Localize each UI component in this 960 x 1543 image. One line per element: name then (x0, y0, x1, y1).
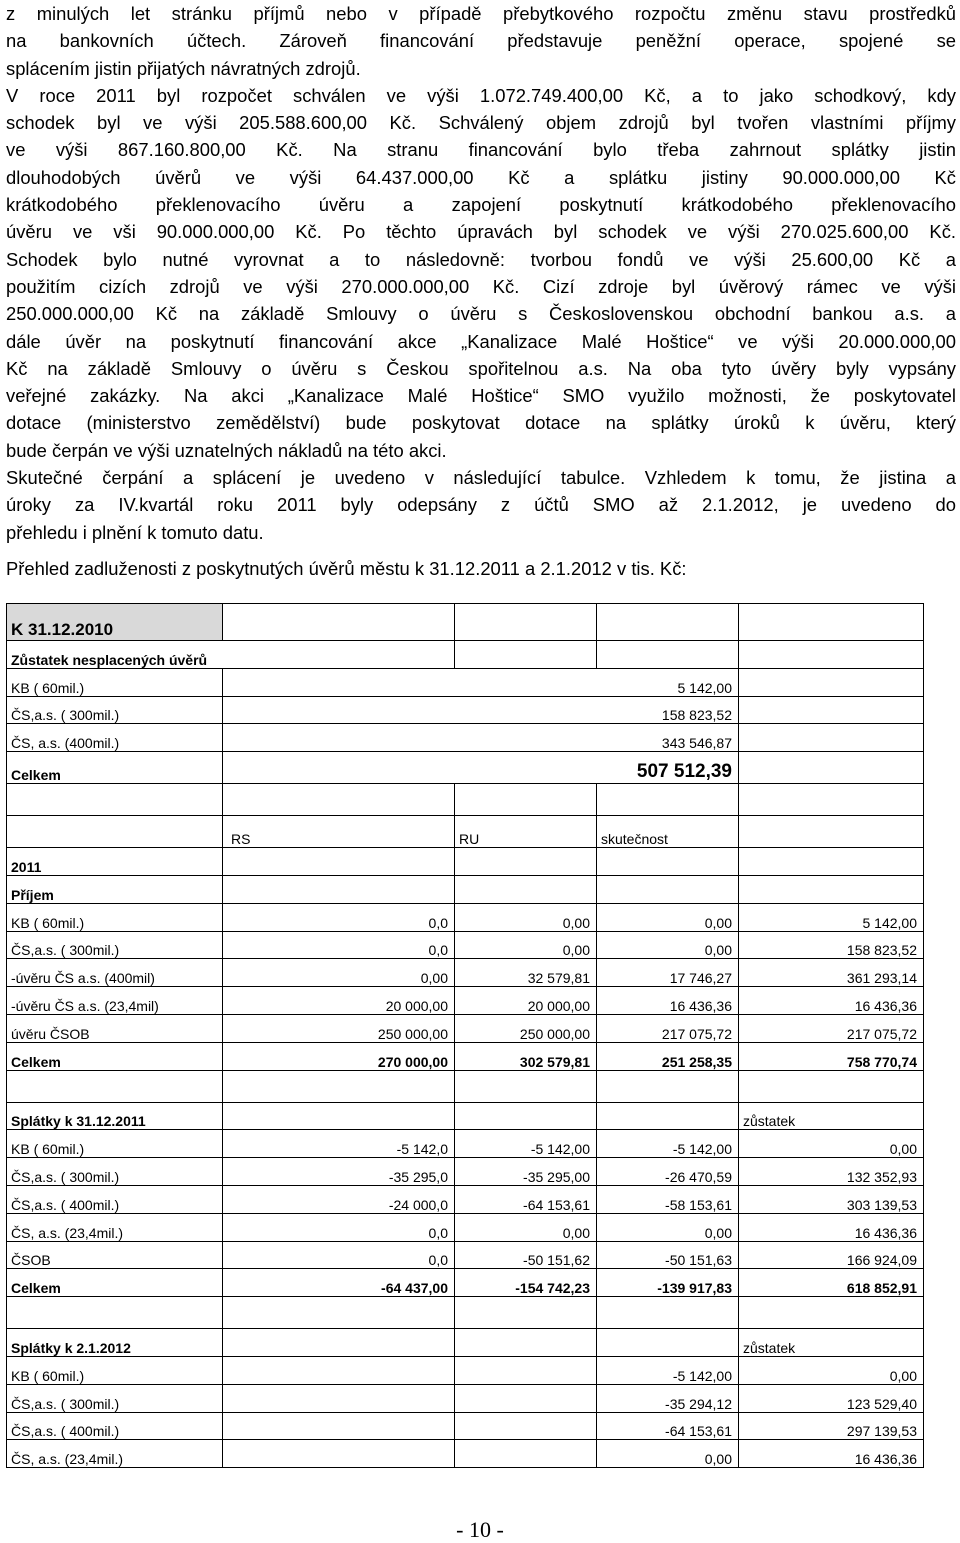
row-value: 158 823,52 (223, 696, 739, 724)
table-row: ČS,a.s. ( 400mil.) -24 000,0 -64 153,61 -58 153,61 303 139,53 (7, 1185, 924, 1213)
table-row-total: Celkem 270 000,00 302 579,81 251 258,35 758 770,74 (7, 1042, 924, 1070)
section-heading-splatky-2012: Splátky k 2.1.2012 (7, 1329, 223, 1357)
table-row: -úvěru ČS a.s. (23,4mil) 20 000,00 20 000,00 16 436,36 16 436,36 (7, 987, 924, 1015)
table-row (7, 875, 924, 903)
text-line: bude čerpán ve výši uznatelných nákladů na této akci. (6, 439, 447, 461)
text-line: splácením jistin přijatých návratných zdrojů. (6, 57, 361, 79)
table-row (7, 696, 924, 724)
text-line: dlouhodobých úvěrů ve výši 64.437.000,00 Kč a splátku jistiny 90.000.000,00 Kč (6, 166, 956, 188)
text-line: veřejné zakázky. Na akci „Kanalizace Malé Hoštice“ SMO využilo možnosti, že poskytovatel (6, 385, 956, 407)
table-row (7, 816, 924, 848)
table-row (7, 724, 924, 752)
text-line: dále úvěr na poskytnutí financování akce „Kanalizace Malé Hoštice“ ve výši 20.000.000,00 (6, 330, 956, 352)
column-header-rs: RS (223, 816, 455, 848)
table-row: ČS, a.s. (23,4mil.) 0,0 0,00 0,00 16 436,36 (7, 1213, 924, 1241)
table-row: ČS,a.s. ( 300mil.) -35 295,0 -35 295,00 -26 470,59 132 352,93 (7, 1158, 924, 1186)
page-number: - 10 - (456, 1517, 504, 1542)
table-row (7, 1329, 924, 1357)
total-value: 507 512,39 (223, 752, 739, 784)
text-line: krátkodobého překlenovacího úvěru a zapojení poskytnutí krátkodobého překlenovacího (6, 194, 956, 216)
column-header-skutecnost: skutečnost (597, 816, 739, 848)
section-heading-splatky-2011: Splátky k 31.12.2011 (7, 1102, 223, 1130)
text-line: Kč na základě Smlouvy o úvěru s Českou spořitelnou a.s. Na oba tyto úvěry byly vypsány (6, 357, 956, 379)
column-header-zustatek: zůstatek (739, 1102, 924, 1130)
table-row: ČS,a.s. ( 300mil.) 0,0 0,00 0,00 158 823,52 (7, 931, 924, 959)
row-value: 5 142,00 (223, 668, 739, 696)
text-line: použitím cizích zdrojů ve výši 270.000.000,00 Kč. Cizí zdroje byl úvěrový rámec ve výši (6, 275, 956, 297)
table-row (7, 1297, 924, 1329)
table-row (7, 668, 924, 696)
table-row: ČS, a.s. (23,4mil.) 0,00 16 436,36 (7, 1440, 924, 1468)
table-row: KB ( 60mil.) 0,0 0,00 0,00 5 142,00 (7, 903, 924, 931)
table-title: Přehled zadluženosti z poskytnutých úvěrů městu k 31.12.2011 a 2.1.2012 v tis. Kč: (6, 558, 687, 579)
text-line: schodek byl ve výši 205.588.600,00 Kč. Schválený objem zdrojů byl tvořen vlastními příjmy (6, 112, 956, 134)
table-row: úvěru ČSOB 250 000,00 250 000,00 217 075,72 217 075,72 (7, 1014, 924, 1042)
text-line: z minulých let stránku příjmů nebo v případě přebytkového rozpočtu změnu stavu prostředků (6, 3, 956, 24)
row-label: ČS,a.s. ( 300mil.) (7, 696, 223, 724)
text-line: dotace (ministerstvo zemědělství) bude poskytovat dotace na splátky úroků k úvěru, který (6, 412, 956, 434)
row-label: ČS, a.s. (400mil.) (7, 724, 223, 752)
section-subheading: Zůstatek nesplacených úvěrů (7, 641, 455, 669)
text-line: přehledu i plnění k tomuto datu. (6, 521, 264, 543)
debt-overview-table (6, 603, 924, 1468)
text-line: V roce 2011 byl rozpočet schválen ve výši 1.072.749.400,00 Kč, a to jako schodkový, kdy (6, 84, 956, 106)
table-row (7, 848, 924, 876)
table-row: KB ( 60mil.) -5 142,0 -5 142,00 -5 142,00 0,00 (7, 1130, 924, 1158)
table-row: -úvěru ČS a.s. (400mil) 0,00 32 579,81 17 746,27 361 293,14 (7, 959, 924, 987)
row-label: KB ( 60mil.) (7, 668, 223, 696)
table-row-total: Celkem -64 437,00 -154 742,23 -139 917,83 618 852,91 (7, 1269, 924, 1297)
text-line: Schodek bylo nutné vyrovnat a to následovně: tvorbou fondů ve výši 25.600,00 Kč a (6, 248, 956, 270)
text-line: úvěru ve vši 90.000.000,00 Kč. Po těchto úpravách byl schodek ve výši 270.025.600,00 Kč. (6, 221, 956, 243)
table-row (7, 1070, 924, 1102)
paragraph-financing (6, 0, 956, 546)
table-row: ČS,a.s. ( 300mil.) -35 294,12 123 529,40 (7, 1384, 924, 1412)
table-row: ČS,a.s. ( 400mil.) -64 153,61 297 139,53 (7, 1412, 924, 1440)
total-label: Celkem (7, 752, 223, 784)
table-row: KB ( 60mil.) -5 142,00 0,00 (7, 1356, 924, 1384)
text-line: úroky za IV.kvartál roku 2011 byly odepsány z účtů SMO až 2.1.2012, je uvedeno do (6, 494, 956, 516)
text-line: Skutečné čerpání a splácení je uvedeno v následující tabulce. Vzhledem k tomu, že jistina a (6, 467, 956, 489)
text-line: 250.000.000,00 Kč na základě Smlouvy o úvěru s Československou obchodní bankou a.s. a (6, 303, 956, 325)
table-row (7, 1102, 924, 1130)
text-line: na bankovních účtech. Zároveň financování představuje peněžní operace, spojené se (6, 30, 956, 52)
column-header-zustatek: zůstatek (739, 1329, 924, 1357)
table-row: ČSOB 0,0 -50 151,62 -50 151,63 166 924,09 (7, 1241, 924, 1269)
table-row (7, 784, 924, 816)
table-row (7, 641, 924, 669)
text-line: ve výši 867.160.800,00 Kč. Na stranu financování bylo třeba zahrnout splátky jistin (6, 139, 956, 161)
table-row (7, 752, 924, 784)
column-header-ru: RU (455, 816, 597, 848)
row-value: 343 546,87 (223, 724, 739, 752)
table-row (7, 604, 924, 641)
year-label: 2011 (7, 848, 223, 876)
section-heading-2010: K 31.12.2010 (7, 604, 223, 641)
section-label: Příjem (7, 875, 223, 903)
